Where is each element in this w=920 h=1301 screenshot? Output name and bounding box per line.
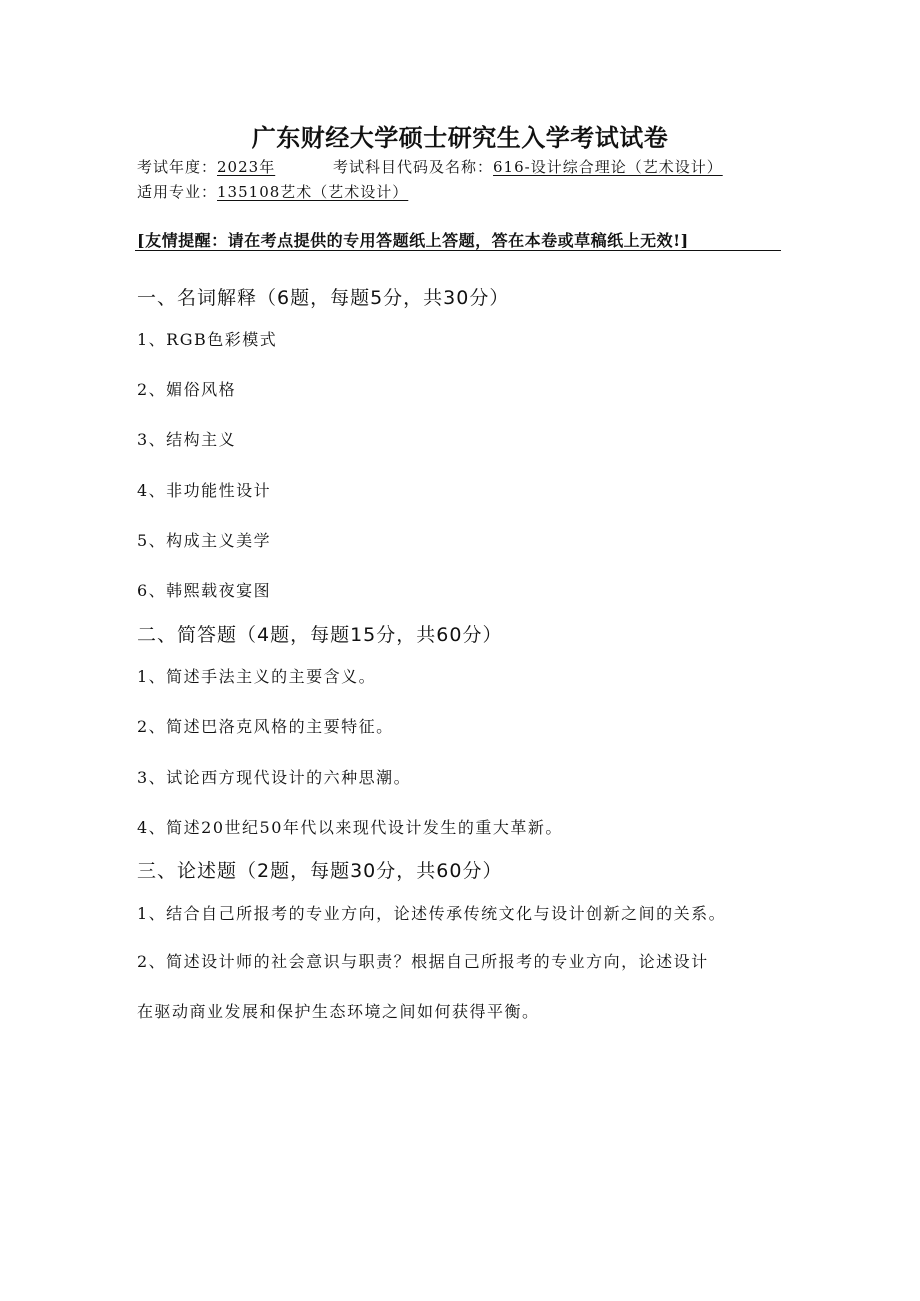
question-item: 5、构成主义美学 (137, 531, 272, 550)
exam-subject-label: 考试科目代码及名称： (333, 158, 494, 176)
exam-year (137, 156, 275, 177)
question-item: 2、简述设计师的社会意识与职责？根据自己所报考的专业方向，论述设计 (137, 952, 709, 971)
question-item: 4、非功能性设计 (137, 481, 272, 500)
question-item: 1、RGB色彩模式 (137, 330, 278, 349)
exam-major-value: 135108艺术（艺术设计） (217, 183, 409, 201)
question-item: 1、结合自己所报考的专业方向，论述传承传统文化与设计创新之间的关系。 (137, 904, 727, 923)
exam-year-label: 考试年度： (137, 158, 218, 176)
question-item-continuation: 在驱动商业发展和保护生态环境之间如何获得平衡。 (137, 1002, 540, 1021)
exam-year-value: 2023年 (217, 158, 276, 176)
exam-subject (333, 156, 723, 177)
section-heading-essay: 三、论述题（2题，每题30分，共60分） (137, 860, 503, 882)
question-item: 1、简述手法主义的主要含义。 (137, 667, 377, 686)
notice-divider (135, 250, 781, 251)
exam-major-label: 适用专业： (137, 183, 218, 201)
question-item: 3、试论西方现代设计的六种思潮。 (137, 768, 412, 787)
question-item: 6、韩熙载夜宴图 (137, 581, 272, 600)
question-item: 4、简述20世纪50年代以来现代设计发生的重大革新。 (137, 818, 563, 837)
question-item: 3、结构主义 (137, 430, 237, 449)
question-item: 2、简述巴洛克风格的主要特征。 (137, 717, 394, 736)
question-item: 2、媚俗风格 (137, 380, 237, 399)
exam-subject-value: 616-设计综合理论（艺术设计） (493, 158, 723, 176)
reminder-notice: [友情提醒：请在考点提供的专用答题纸上答题，答在本卷或草稿纸上无效!] (137, 231, 689, 250)
section-heading-short-answer: 二、简答题（4题，每题15分，共60分） (137, 624, 503, 646)
exam-major (137, 181, 408, 202)
exam-title: 广东财经大学硕士研究生入学考试试卷 (251, 124, 669, 152)
section-heading-terms: 一、名词解释（6题，每题5分，共30分） (137, 287, 510, 309)
